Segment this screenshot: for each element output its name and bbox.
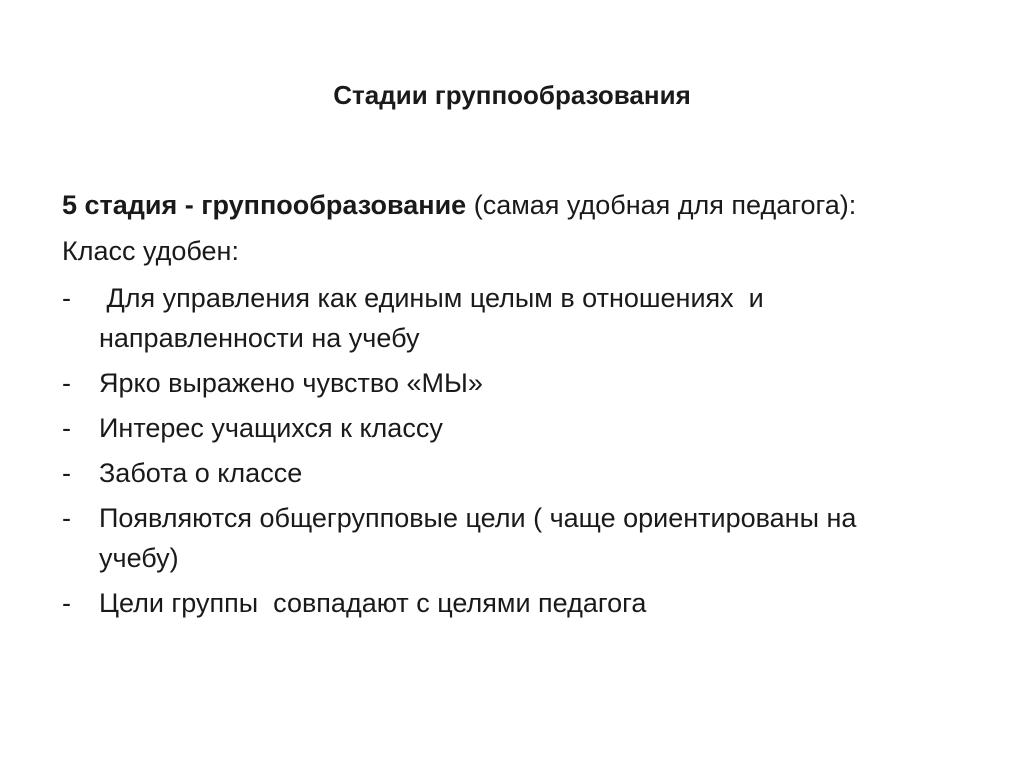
list-item xyxy=(62,363,962,403)
stage-heading xyxy=(62,184,962,227)
list-item-text: Для управления как единым целым в отношениях и направленности на учебу xyxy=(99,283,772,353)
list-item-text: Забота о классе xyxy=(99,458,303,488)
list-item xyxy=(62,408,962,448)
slide-title: Стадии группообразования xyxy=(333,80,691,110)
slide-content xyxy=(62,184,962,628)
list-item xyxy=(62,453,962,493)
stage-heading-bold: 5 стадия - группообразование xyxy=(62,190,467,220)
bullet-list xyxy=(62,278,962,623)
bullet-dash: - xyxy=(62,458,71,488)
list-item xyxy=(62,278,962,358)
list-item xyxy=(62,583,962,623)
list-item xyxy=(62,498,962,578)
list-item-text: Появляются общегрупповые цели ( чаще ориентированы на учебу) xyxy=(99,503,872,573)
list-item-text: Интерес учащихся к классу xyxy=(99,413,443,443)
bullet-dash: - xyxy=(62,503,71,533)
bullet-dash: - xyxy=(62,588,71,618)
stage-heading-note: (самая удобная для педагога): xyxy=(466,190,857,220)
intro-text: Класс удобен: xyxy=(62,236,239,266)
bullet-dash: - xyxy=(62,413,71,443)
list-item-text: Ярко выражено чувство «МЫ» xyxy=(99,368,483,398)
bullet-dash: - xyxy=(62,368,71,398)
bullet-dash: - xyxy=(62,283,71,313)
list-item-text: Цели группы совпадают с целями педагога xyxy=(99,588,647,618)
